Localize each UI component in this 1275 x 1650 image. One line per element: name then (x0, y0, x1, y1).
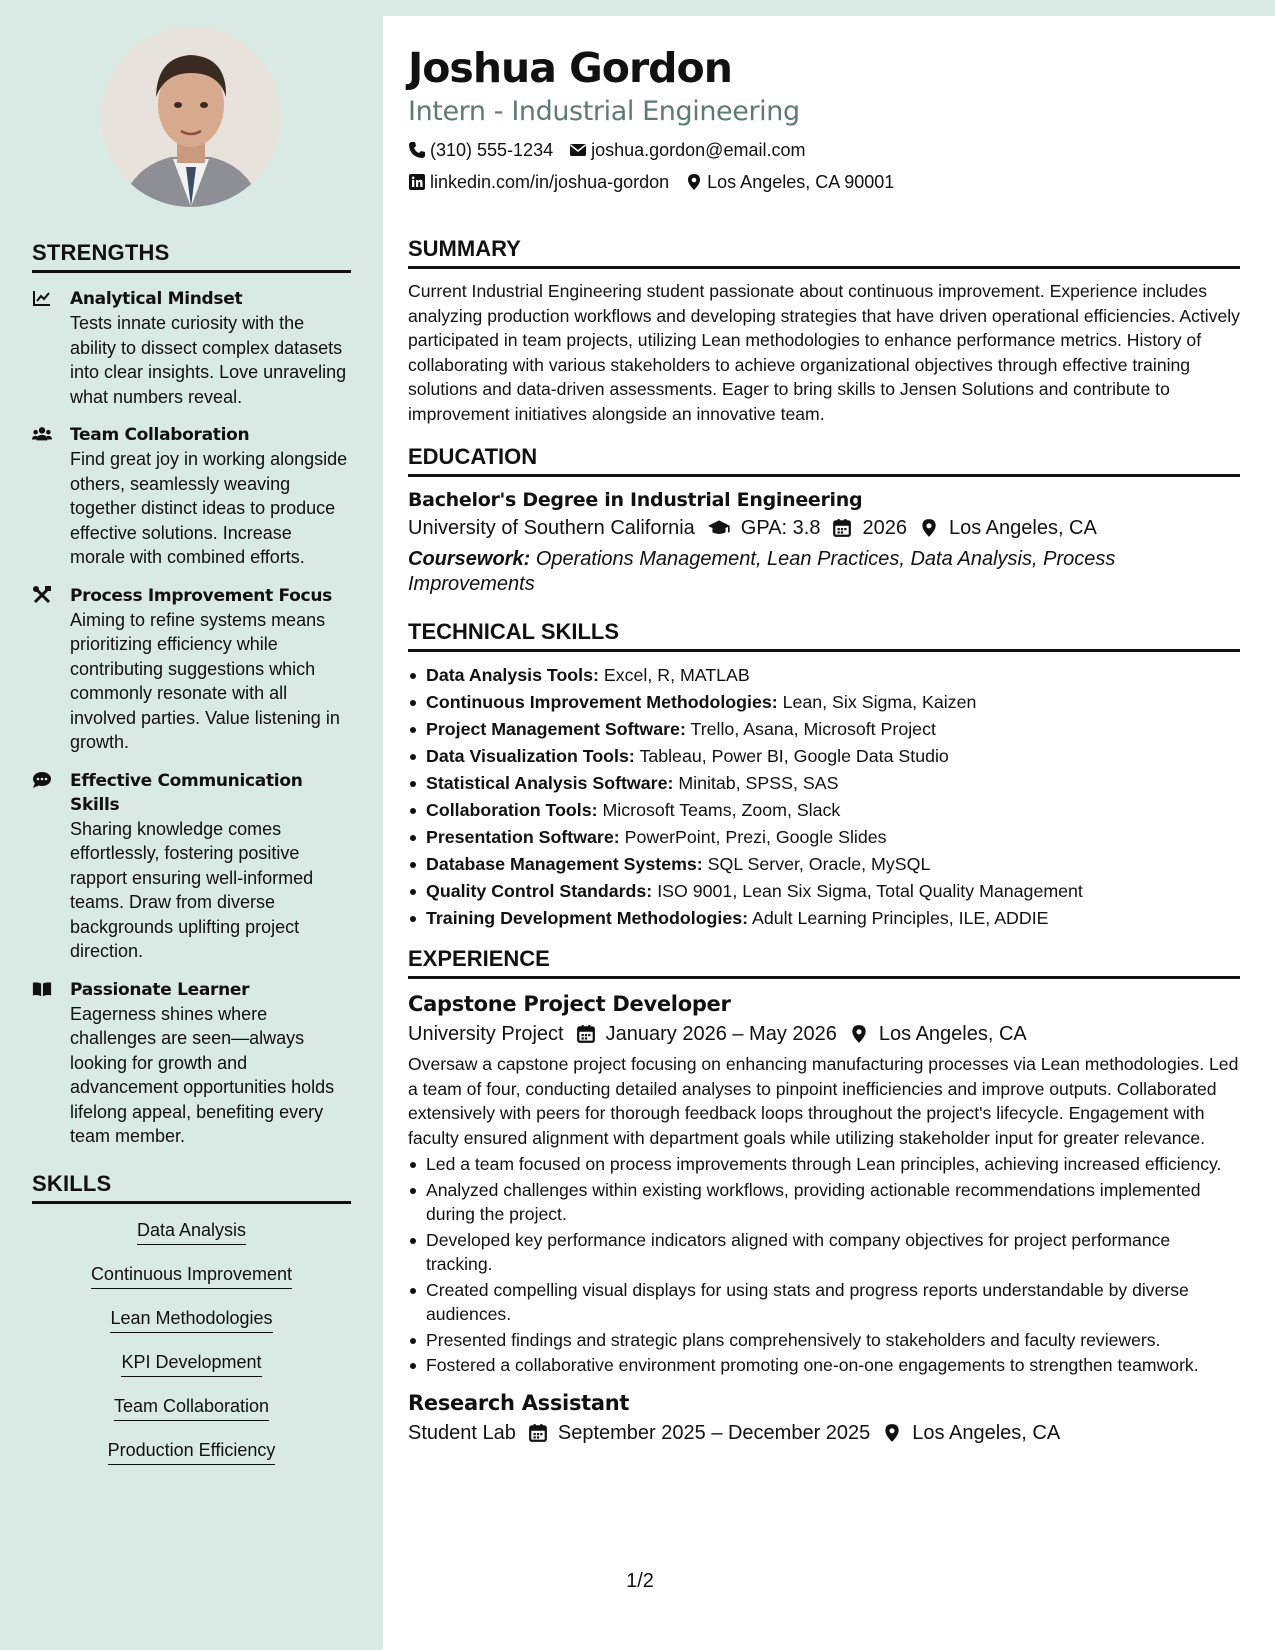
job-org: Student Lab (408, 1421, 516, 1444)
skill-value: Microsoft Teams, Zoom, Slack (602, 800, 841, 820)
skill-value: Excel, R, MATLAB (603, 665, 750, 685)
strength-desc: Aiming to refine systems means prioritizing efficiency while contributing suggestions which commonly resonate with all involved parties. Value listening in growth. (70, 609, 340, 752)
job-description: Oversaw a capstone project focusing on enhancing manufacturing processes via Lean methodologies. Led a team of four, conducting detailed analyses to pinpoint inefficiencies and improve outputs. Collaborated extensively with peers for thorough feedback loops throughout the project's lifecycle. Engagement with faculty ensured alignment with department goals while utilizing stakeholder input for greater relevance. (408, 1054, 1239, 1148)
skill-label: Data Visualization Tools: (426, 746, 635, 766)
skill-value: PowerPoint, Prezi, Google Slides (624, 827, 887, 847)
skill-tag: Continuous Improvement (91, 1262, 292, 1289)
calendar-icon (528, 1423, 548, 1443)
list-item (408, 716, 1240, 743)
job-title: Capstone Project Developer (408, 992, 731, 1016)
skill-value: Trello, Asana, Microsoft Project (690, 719, 936, 739)
skill-label: Database Management Systems: (426, 854, 703, 874)
summary-text: Current Industrial Engineering student passionate about continuous improvement. Experience includes analyzing production workflows and developing strategies that have driven operational efficiencies. Actively participated in team projects, utilizing Lean methodologies to enhance performance metrics. History of collaborating with various stakeholders to achieve organizational objectives through effective training solutions and data-driven assessments. Eager to bring skills to Jensen Solutions and contribute to improvement initiatives alongside an innovative team. (408, 281, 1240, 424)
skill-label: Data Analysis Tools: (426, 665, 599, 685)
coursework (408, 547, 1240, 597)
phone-icon (408, 141, 426, 159)
calendar-icon (832, 518, 852, 538)
skill-label: Presentation Software: (426, 827, 620, 847)
skill-tag: Team Collaboration (114, 1394, 269, 1421)
tools-icon (32, 585, 52, 605)
strength-title: Team Collaboration (70, 425, 250, 445)
candidate-role: Intern - Industrial Engineering (408, 96, 800, 127)
strength-title: Effective Communication Skills (70, 770, 303, 815)
job-location: Los Angeles, CA (912, 1421, 1061, 1444)
list-item: Presented findings and strategic plans comprehensively to stakeholders and faculty reviewers. (408, 1328, 1240, 1353)
envelope-icon (569, 141, 587, 159)
education-section (408, 444, 1240, 597)
skill-label: Project Management Software: (426, 719, 686, 739)
email-link[interactable]: joshua.gordon@email.com (591, 140, 806, 160)
location-text: Los Angeles, CA 90001 (707, 172, 895, 192)
list-item: Fostered a collaborative environment promoting one-on-one engagements to strengthen teamwork. (408, 1353, 1240, 1378)
list-item (408, 851, 1240, 878)
strength-desc: Find great joy in working alongside others, seamlessly weaving together distinct ideas to produce effective solutions. Increase morale with combined efforts. (70, 449, 348, 567)
users-icon (32, 424, 52, 444)
candidate-name: Joshua Gordon (408, 44, 732, 92)
contact-row (408, 170, 1240, 194)
strength-desc: Eagerness shines where challenges are seen—always looking for growth and advancement opportunities holds lifelong appeal, benefiting every team member. (70, 1003, 335, 1146)
strength-item (32, 584, 351, 755)
skill-tag: Data Analysis (137, 1218, 246, 1245)
map-pin-icon (882, 1423, 902, 1443)
strength-item (32, 769, 351, 964)
skill-label: Training Development Methodologies: (426, 908, 749, 928)
job-org: University Project (408, 1023, 564, 1045)
main-content (408, 42, 1240, 1448)
skill-label: Collaboration Tools: (426, 800, 598, 820)
skill-value: Adult Learning Principles, ILE, ADDIE (752, 908, 1049, 928)
linkedin-link[interactable]: linkedin.com/in/joshua-gordon (430, 172, 670, 192)
skill-label: Quality Control Standards: (426, 881, 653, 901)
skill-label: Continuous Improvement Methodologies: (426, 692, 778, 712)
technical-skills-section (408, 619, 1240, 932)
sidebar-content (32, 240, 351, 1482)
job-location: Los Angeles, CA (878, 1023, 1027, 1045)
strength-desc: Tests innate curiosity with the ability to dissect complex datasets into clear insights. Love unraveling what numbers reveal. (70, 313, 347, 407)
list-item (408, 905, 1240, 932)
skill-value: Lean, Six Sigma, Kaizen (782, 692, 977, 712)
skill-value: Tableau, Power BI, Google Data Studio (639, 746, 949, 766)
phone-number[interactable]: (310) 555-1234 (430, 140, 554, 160)
list-item (408, 743, 1240, 770)
list-item: Created compelling visual displays for using stats and progress reports understandable by diverse audiences. (408, 1278, 1240, 1327)
gpa-text: GPA: 3.8 (740, 517, 821, 539)
technical-skills-title: TECHNICAL SKILLS (408, 619, 1240, 652)
list-item (408, 770, 1240, 797)
job-meta (408, 1019, 1240, 1049)
strength-title: Passionate Learner (70, 979, 250, 1000)
job-bullets (408, 1152, 1240, 1378)
strength-title: Analytical Mindset (70, 289, 243, 309)
skill-value: SQL Server, Oracle, MySQL (707, 854, 931, 874)
experience-section (408, 946, 1240, 1448)
chart-line-icon (32, 288, 52, 308)
list-item (408, 797, 1240, 824)
skill-value: Minitab, SPSS, SAS (678, 773, 839, 793)
strength-item (32, 287, 351, 409)
skill-value: ISO 9001, Lean Six Sigma, Total Quality Management (657, 881, 1083, 901)
education-meta (408, 513, 1240, 543)
list-item (408, 878, 1240, 905)
strength-desc: Sharing knowledge comes effortlessly, fostering positive rapport ensuring well-informed teams. Draw from diverse backgrounds uplifting project direction. (70, 818, 314, 961)
book-open-icon (32, 979, 52, 999)
strengths-title: STRENGTHS (32, 240, 351, 273)
graduation-cap-icon (707, 518, 731, 538)
skill-list (32, 1218, 351, 1482)
profile-photo (101, 27, 281, 207)
map-pin-icon (919, 518, 939, 538)
map-pin-icon (685, 173, 703, 191)
page-number: 1/2 (626, 1570, 654, 1592)
school-name: University of Southern California (408, 517, 695, 539)
strength-title: Process Improvement Focus (70, 585, 332, 606)
skill-tag: KPI Development (121, 1350, 261, 1377)
experience-title: EXPERIENCE (408, 946, 1240, 979)
strength-item (32, 423, 351, 570)
list-item (408, 689, 1240, 716)
list-item: Led a team focused on process improvements through Lean principles, achieving increased efficiency. (408, 1152, 1240, 1177)
skill-tag: Production Efficiency (108, 1438, 276, 1465)
contact-row (408, 138, 1240, 162)
skills-section (32, 1171, 351, 1482)
education-location: Los Angeles, CA (948, 517, 1097, 539)
skills-title: SKILLS (32, 1171, 351, 1204)
skill-label: Statistical Analysis Software: (426, 773, 674, 793)
skill-tag: Lean Methodologies (110, 1306, 272, 1333)
job-dates: January 2026 – May 2026 (605, 1023, 837, 1045)
education-title: EDUCATION (408, 444, 1240, 477)
job-meta (408, 1418, 1240, 1448)
strength-item (32, 978, 351, 1149)
graduation-year: 2026 (862, 517, 907, 539)
job-title: Research Assistant (408, 1390, 630, 1415)
list-item: Developed key performance indicators aligned with company objectives for project performance tracking. (408, 1228, 1240, 1277)
summary-title: SUMMARY (408, 236, 1240, 269)
coursework-list: Operations Management, Lean Practices, Data Analysis, Process Improvements (408, 548, 1116, 595)
comment-icon (32, 770, 52, 790)
list-item (408, 662, 1240, 689)
job-dates: September 2025 – December 2025 (557, 1421, 871, 1444)
linkedin-icon (408, 173, 426, 191)
coursework-label: Coursework: (408, 548, 531, 570)
calendar-icon (576, 1024, 596, 1044)
summary-section (408, 236, 1240, 426)
technical-skills-list (408, 662, 1240, 932)
list-item: Analyzed challenges within existing workflows, providing actionable recommendations implemented during the project. (408, 1178, 1240, 1227)
list-item (408, 824, 1240, 851)
degree-title: Bachelor's Degree in Industrial Engineering (408, 489, 863, 511)
map-pin-icon (849, 1024, 869, 1044)
